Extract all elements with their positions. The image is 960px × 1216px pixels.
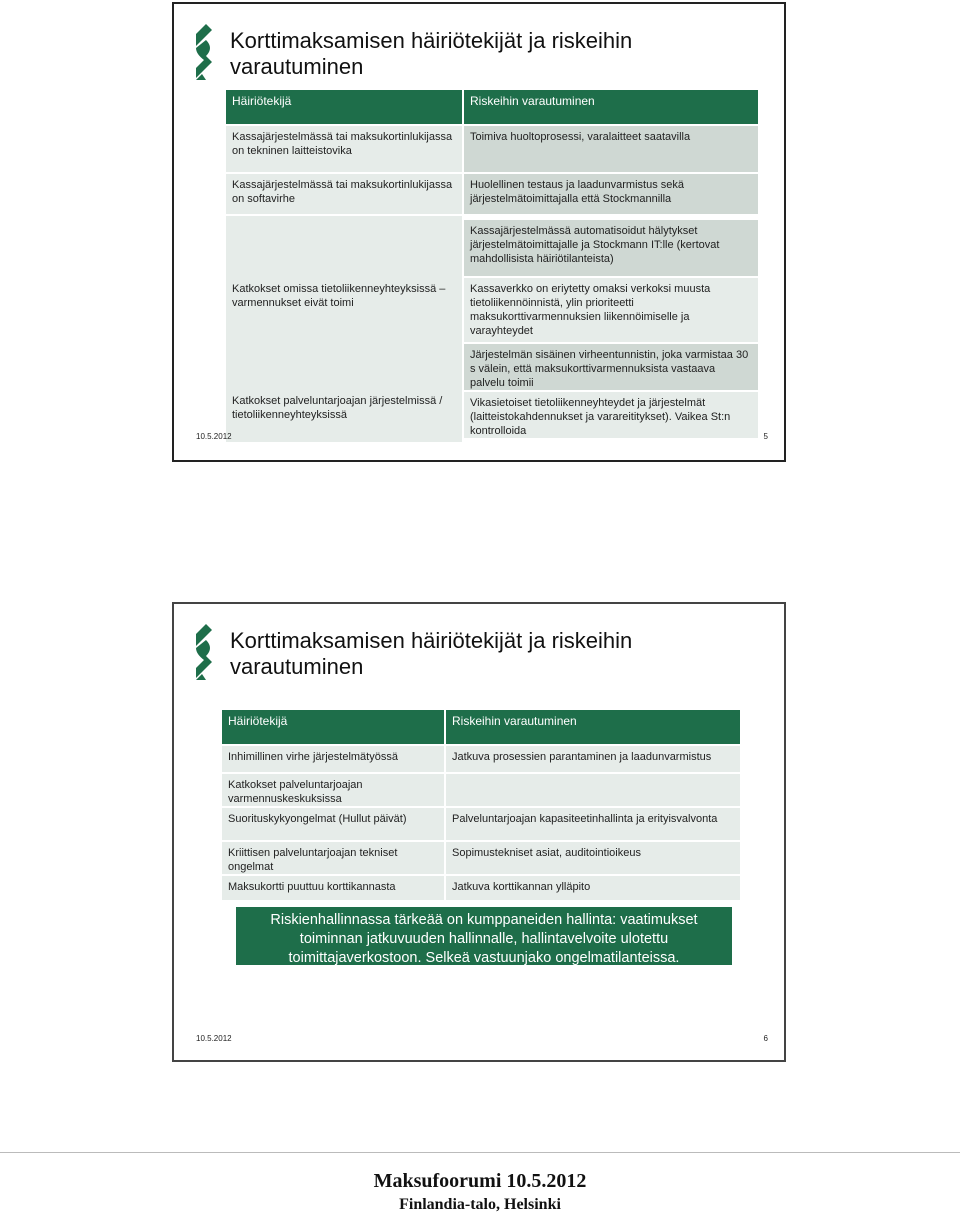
table-row-right [446, 774, 740, 806]
table-row-right: Jatkuva prosessien parantaminen ja laadunvarmistus [446, 746, 740, 772]
table-row-left: Inhimillinen virhe järjestelmätyössä [222, 746, 444, 772]
table-row-right: Sopimustekniset asiat, auditointioikeus [446, 842, 740, 874]
stockmann-logo-icon [192, 22, 214, 84]
left-cell-hardware: Kassajärjestelmässä tai maksukortinlukijassa on tekninen laitteistovika [226, 126, 462, 172]
header-risk-preparedness: Riskeihin varautuminen [446, 710, 740, 744]
right-cell-alerts: Kassajärjestelmässä automatisoidut hälytykset järjestelmätoimittajalle ja Stockmann IT:lle (kertovat mahdollisista häiriötilanteista) [464, 220, 758, 276]
footer-venue: Finlandia-talo, Helsinki [399, 1196, 561, 1213]
header-disturbance: Häiriötekijä [226, 90, 462, 124]
slide-6 [172, 602, 786, 1062]
stockmann-logo-icon [192, 622, 214, 684]
page-number: 5 [763, 432, 768, 441]
slide-title: Korttimaksamisen häiriötekijät ja riskeihin varautuminen [230, 628, 633, 679]
left-cell-provider-telecom: Katkokset palveluntarjoajan järjestelmissä / tietoliikenneyhteyksissä [226, 390, 462, 442]
slide-date: 10.5.2012 [196, 432, 232, 441]
right-cell-network: Kassaverkko on eriytetty omaksi verkoksi muusta tietoliikennöinnistä, ylin prioriteetti maksukorttivarmennuksien liikennöimiselle ja varayhteydet [464, 278, 758, 342]
header-risk-preparedness: Riskeihin varautuminen [464, 90, 758, 124]
table-row-left: Suorituskykyongelmat (Hullut päivät) [222, 808, 444, 840]
slide-date: 10.5.2012 [196, 1034, 232, 1043]
right-cell-error-detection: Järjestelmän sisäinen virheentunnistin, joka varmistaa 30 s välein, että maksukorttivarmennuksista vastaava palvelu toimii [464, 344, 758, 390]
table-row-left: Maksukortti puuttuu korttikannasta [222, 876, 444, 900]
page-number: 6 [763, 1034, 768, 1043]
right-cell-maintenance: Toimiva huoltoprosessi, varalaitteet saatavilla [464, 126, 758, 172]
left-cell-software: Kassajärjestelmässä tai maksukortinlukijassa on softavirhe [226, 174, 462, 214]
key-note-box: Riskienhallinnassa tärkeää on kumppaneiden hallinta: vaatimukset toiminnan jatkuvuuden hallinnalle, hallintavelvoite ulotettu toimittajaverkostoon. Selkeä vastuunjako ongelmatilanteissa. [236, 907, 732, 965]
slide-5 [172, 2, 786, 462]
table-row-right: Palveluntarjoajan kapasiteetinhallinta ja erityisvalvonta [446, 808, 740, 840]
right-cell-testing: Huolellinen testaus ja laadunvarmistus sekä järjestelmätoimittajalla että Stockmannilla [464, 174, 758, 214]
table-row-left: Kriittisen palveluntarjoajan tekniset ongelmat [222, 842, 444, 874]
table-row-left: Katkokset palveluntarjoajan varmennuskeskuksissa [222, 774, 444, 806]
slide-title: Korttimaksamisen häiriötekijät ja riskeihin varautuminen [230, 28, 633, 79]
header-disturbance: Häiriötekijä [222, 710, 444, 744]
footer-event-title: Maksufoorumi 10.5.2012 [373, 1170, 587, 1192]
left-cell-own-telecom: Katkokset omissa tietoliikenneyhteyksissä – varmennukset eivät toimi [226, 216, 462, 396]
table-row-right: Jatkuva korttikannan ylläpito [446, 876, 740, 900]
right-cell-fault-tolerant: Vikasietoiset tietoliikenneyhteydet ja järjestelmät (laitteistokahdennukset ja varareititykset). Vaikea St:n kontrolloida [464, 392, 758, 438]
footer-divider [0, 1152, 960, 1153]
